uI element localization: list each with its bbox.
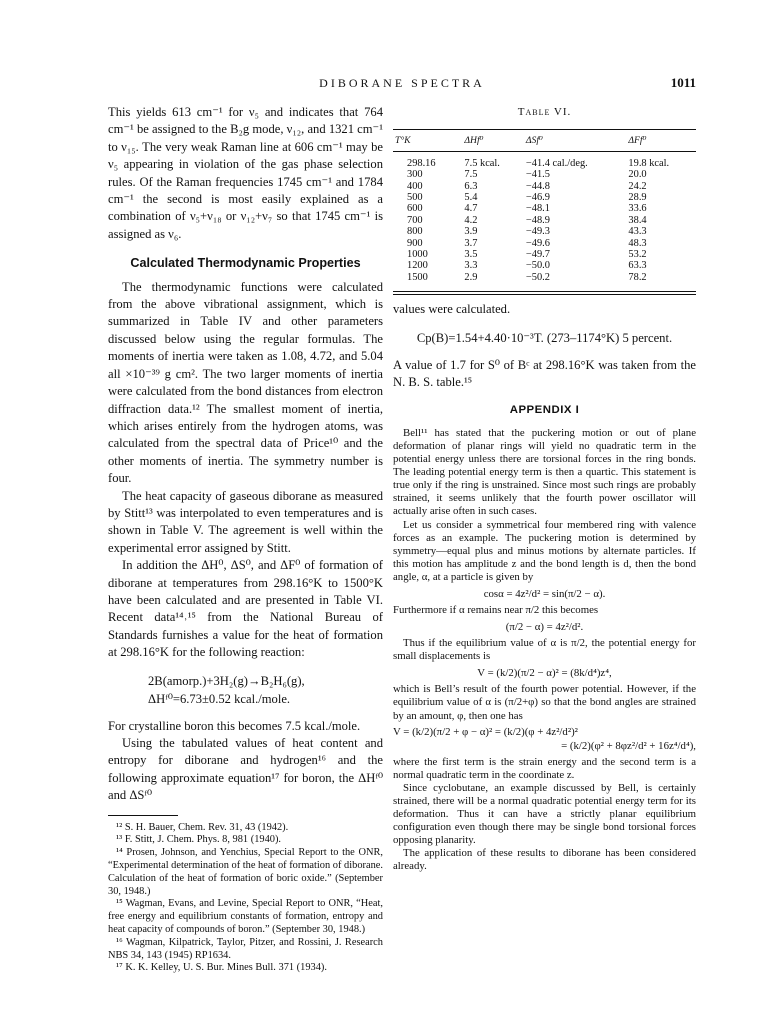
paragraph: This yields 613 cm⁻¹ for ν₅ and indicates that 764 cm⁻¹ be assigned to the B₂g mode, ν₁₂, and 1321 cm⁻¹ to ν₁₅. The very weak Raman line at 606 cm⁻¹ may be ν₅ appearing in violation of the gas phase selection rules. Of the Raman frequencies 1745 cm⁻¹ and 1784 cm⁻¹ the second is most easily explained as a combination of ν₅+ν₁₈ or ν₁₂+ν₇ so that 1745 cm⁻¹ is assigned as ν₆.: [108, 105, 383, 241]
table-cell: 298.16: [407, 157, 436, 169]
table-cell: 1000: [407, 249, 428, 261]
table-cell: 3.9: [464, 226, 478, 238]
table-cell: 4.7: [464, 203, 478, 215]
running-title: DIBORANE SPECTRA: [319, 76, 485, 90]
footnote: ¹² S. H. Bauer, Chem. Rev. 31, 43 (1942).: [116, 821, 289, 833]
table-row: [393, 169, 696, 180]
running-header: [108, 76, 696, 94]
table-cell: 500: [407, 192, 423, 204]
table-cell: −49.7: [525, 249, 550, 261]
table-cell: 600: [407, 203, 423, 215]
paragraph: Since cyclobutane, an example discussed by Bell, is certainly strained, there will be a normal quadratic potential energy term for its deformation. Thus it can have a strictly planar equilibrium configuration even though there may be single bond torsional forces opposing planarity.: [393, 781, 696, 847]
table-row: [393, 151, 696, 169]
footnote-rule: [108, 815, 178, 816]
equation: (π/2 − α) = 4z²/d².: [505, 621, 584, 634]
table-row: [393, 238, 696, 249]
table-row: [393, 249, 696, 260]
table-cell: 78.2: [628, 271, 647, 283]
paragraph: The thermodynamic functions were calculated from the above vibrational assignment, which is summarized in Table IV and other parameters discussed below using the regular formulas. The moments of inertia were taken as 1.08, 4.72, and 5.04 all ×10⁻³⁹ g cm². The two larger moments of inertia were calculated from the bond distances from electron diffraction data.¹² The smallest moment of inertia, which arises entirely from the hydrogen atoms, was calculated from the spectral data of Price¹⁰ and the other moments of inertia. The symmetry number is four.: [108, 279, 383, 486]
paragraph: values were calculated.: [393, 302, 511, 317]
table-cell: 6.3: [464, 180, 478, 192]
table-cell: 48.3: [628, 237, 647, 249]
table-rule: [393, 291, 696, 292]
table-header-cell: ΔHf⁰: [462, 130, 524, 151]
footnote: ¹⁵ Wagman, Evans, and Levine, Special Report to ONR, “Heat, free energy and equilibrium constants of formation, entropy and heat capacity of compounds of boron.” (September 30, 1948.): [108, 898, 383, 935]
table-vi: [393, 129, 696, 287]
footnote: ¹⁶ Wagman, Kilpatrick, Taylor, Pitzer, and Rossini, J. Research NBS 34, 143 (1945) RP1634.: [108, 936, 383, 961]
footnote: ¹³ F. Stitt, J. Chem. Phys. 8, 981 (1940).: [116, 834, 282, 846]
table-cell: 7.5: [464, 169, 478, 181]
table-cell: 43.3: [628, 226, 647, 238]
paragraph: Bell¹¹ has stated that the puckering motion or out of plane deformation of planar rings will yield no quadratic term in the potential energy unless there are torsional forces in the ring bonds. The leading potential energy term is then a quartic. This statement is true only if the ring is unstrained. Since most such rings are probably strained, it seems unlikely that the fourth power oscillator will actually arise often in such cases.: [393, 426, 696, 518]
table-cell: 1200: [407, 260, 428, 272]
equation-reaction: [148, 672, 383, 708]
table-cell: 800: [407, 226, 423, 238]
footnote: ¹⁷ K. K. Kelley, U. S. Bur. Mines Bull. 371 (1934).: [116, 962, 327, 974]
paragraph: which is Bell’s result of the fourth power potential. However, if the equilibrium value of α is (π/2+φ) so that the bond angles are strained by an amount, φ, then one has: [393, 683, 696, 722]
table-cell: −49.3: [525, 226, 550, 238]
paragraph: Thus if the equilibrium value of α is π/2, the potential energy for small displacements is: [393, 637, 696, 663]
table-cell: 700: [407, 214, 423, 226]
table-cell: 300: [407, 169, 423, 181]
equation: V = (k/2)(π/2 − α)² = (8k/d⁴)z⁴,: [477, 667, 612, 680]
table-cell: −48.9: [525, 214, 550, 226]
table-cell: 3.3: [464, 260, 478, 272]
table-cell: −41.4 cal./deg.: [525, 157, 588, 169]
right-column: [393, 104, 696, 874]
table-cell: 3.7: [464, 237, 478, 249]
equation: V = (k/2)(π/2 + φ − α)² = (k/2)(φ + 4z²/d²)²: [393, 725, 578, 738]
equation: cosα = 4z²/d² = sin(π/2 − α).: [483, 588, 606, 601]
table-cell: 5.4: [464, 192, 478, 204]
paragraph: Furthermore if α remains near π/2 this becomes: [393, 604, 599, 617]
table-cell: 2.9: [464, 271, 478, 283]
table-cell: −49.6: [525, 237, 550, 249]
table-cell: 1500: [407, 271, 428, 283]
table-cell: 900: [407, 237, 423, 249]
paragraph: In addition the ΔH⁰, ΔS⁰, and ΔF⁰ of formation of diborane at temperatures from 298.16°K to 1500°K have been calculated and are presented in Table VI. Recent data¹⁴˒¹⁵ from the National Bureau of Standards furnishes a value for the heat of formation at 298.16°K for the following reaction:: [108, 558, 383, 660]
table-cell: −44.8: [525, 180, 550, 192]
table-cell: 28.9: [628, 192, 647, 204]
table-row: [393, 215, 696, 226]
table-cell: 3.5: [464, 249, 478, 261]
table-row: [393, 272, 696, 287]
equation-line: 2B(amorp.)+3H₂(g)→B₂H₆(g),: [148, 673, 305, 688]
table-rule: [393, 294, 696, 295]
equation: Cp(B)=1.54+4.40·10⁻³T. (273–1174°K) 5 percent.: [416, 330, 673, 345]
paragraph: Let us consider a symmetrical four membered ring with valence forces as an example. The puckering motion is determined by symmetry—equal plus and minus motions by alternate particles. If this motion has amplitude z and the bond length is d, then the bond angle, α, at a particle is given by: [393, 518, 696, 583]
appendix-body: [393, 427, 696, 874]
table-cell: 38.4: [628, 214, 647, 226]
table-header-cell: T°K: [393, 130, 462, 151]
table-row: [393, 226, 696, 237]
table-cell: −41.5: [525, 169, 550, 181]
footnote: ¹⁴ Prosen, Johnson, and Yenchius, Special Report to the ONR, “Experimental determination of the heat of formation of diborane. Calculation of the heat of formation of boric oxide.” (September 30, 1948.): [108, 847, 383, 897]
paragraph: The application of these results to diborane has been considered already.: [393, 847, 696, 873]
table-cell: 7.5 kcal.: [464, 157, 500, 169]
equation: = (k/2)(φ² + 8φz²/d² + 16z⁴/d⁴),: [561, 739, 696, 752]
footnotes: [108, 822, 383, 976]
table-row: [393, 260, 696, 271]
table-cell: 20.0: [628, 169, 647, 181]
equation-line: ΔHᶠ⁰=6.73±0.52 kcal./mole.: [148, 691, 291, 706]
table-cell: 4.2: [464, 214, 478, 226]
table-cell: 19.8 kcal.: [628, 157, 670, 169]
table-cell: −48.1: [525, 203, 550, 215]
paragraph: The heat capacity of gaseous diborane as measured by Stitt¹³ was interpolated to even temperatures and is shown in Table V. The agreement is well within the experimental error assigned by Stitt.: [108, 488, 383, 555]
table-cell: 53.2: [628, 249, 647, 261]
table-cell: 400: [407, 180, 423, 192]
paragraph: For crystalline boron this becomes 7.5 kcal./mole.: [108, 718, 361, 733]
table-cell: 63.3: [628, 260, 647, 272]
table-cell: −46.9: [525, 192, 550, 204]
table-cell: 33.6: [628, 203, 647, 215]
table-row: [393, 203, 696, 214]
table-header-cell: ΔFf⁰: [626, 130, 696, 151]
table-caption: Table VI.: [517, 106, 572, 118]
left-column: [108, 104, 383, 975]
table-cell: 24.2: [628, 180, 647, 192]
table-header-cell: ΔSf⁰: [524, 130, 627, 151]
table-row: [393, 192, 696, 203]
table-cell: −50.0: [525, 260, 550, 272]
page-number: 1011: [670, 75, 696, 90]
paragraph: A value of 1.7 for S⁰ of Bᶜ at 298.16°K was taken from the N. B. S. table.¹⁵: [393, 357, 696, 390]
paragraph: where the first term is the strain energy and the second term is a normal quadratic term in the coordinate z.: [393, 755, 696, 781]
appendix-title: APPENDIX I: [509, 403, 580, 416]
section-title: Calculated Thermodynamic Properties: [130, 256, 361, 271]
table-cell: −50.2: [525, 271, 550, 283]
table-row: [393, 181, 696, 192]
paragraph: Using the tabulated values of heat content and entropy for diborane and hydrogen¹⁶ and the following approximate equation¹⁷ for boron, the ΔHᶠ⁰ and ΔSᶠ⁰: [108, 736, 383, 803]
